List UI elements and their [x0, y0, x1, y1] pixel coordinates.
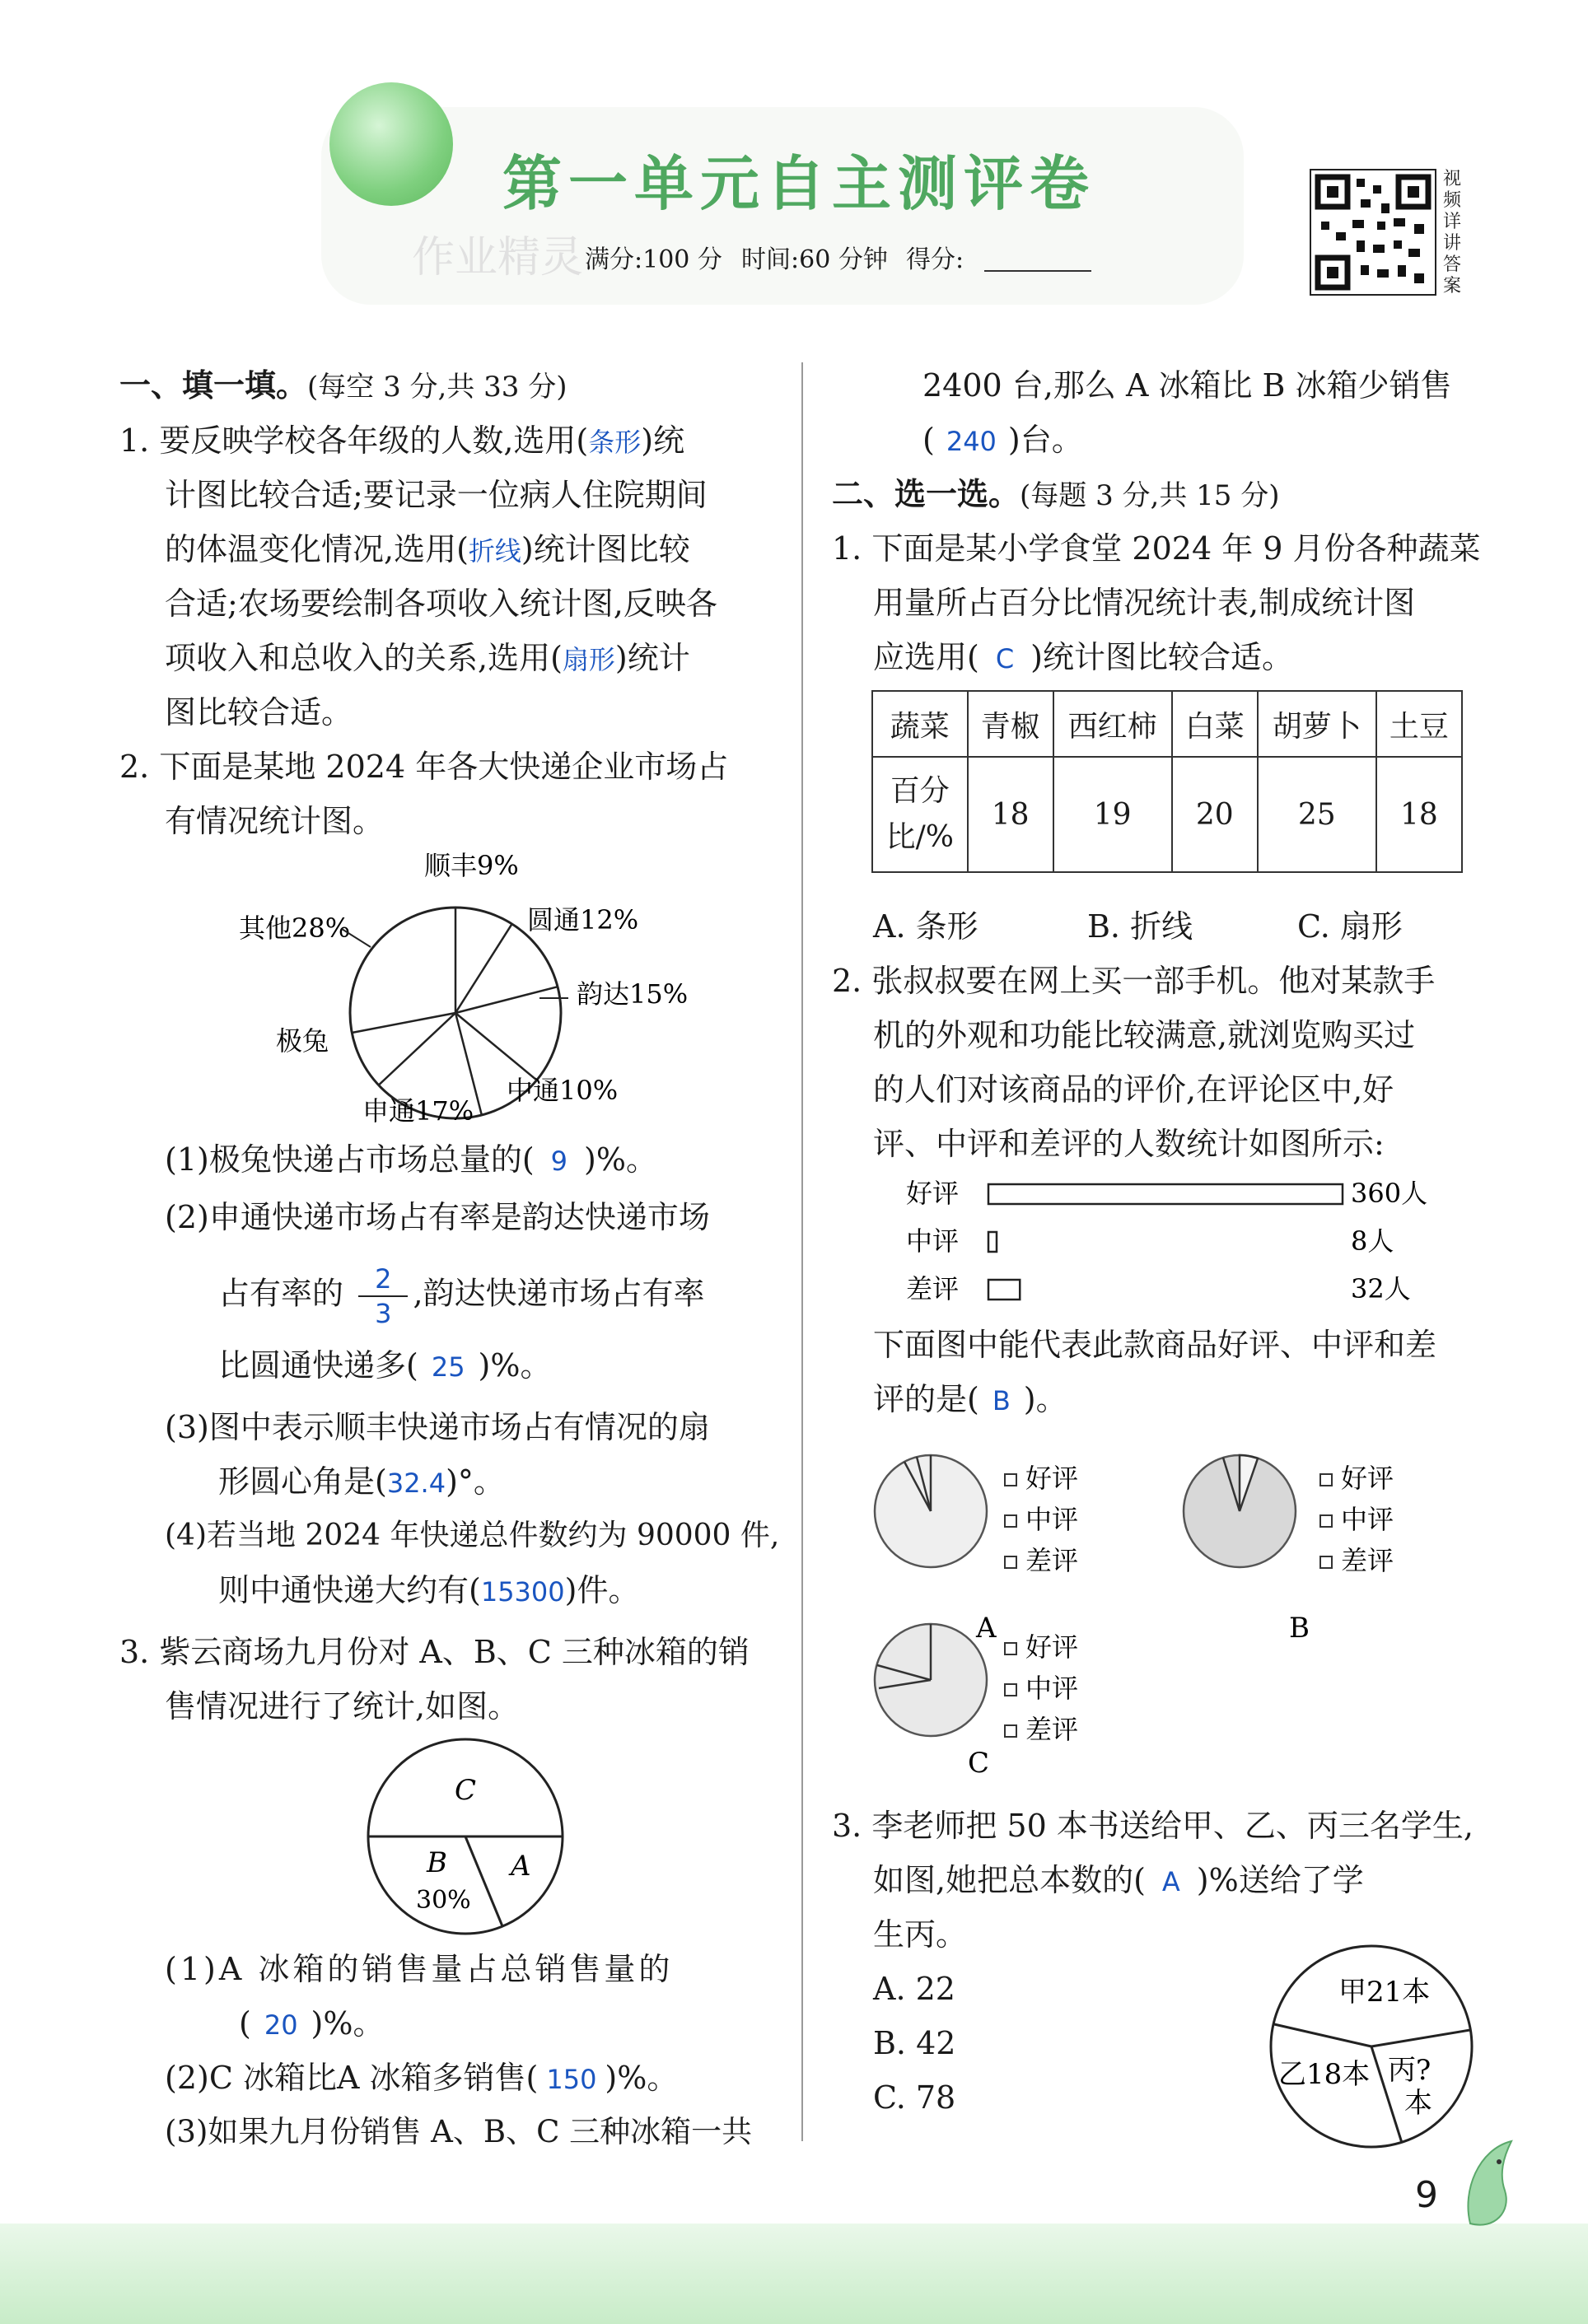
svg-text:B: B [1289, 1612, 1310, 1645]
s2q1-line3: 应选用( C )统计图比较合适。 [873, 639, 1293, 675]
fridge-label-a: A [511, 1850, 531, 1883]
time-limit: 时间:60 分钟 [741, 245, 888, 274]
s2q3-option-c[interactable]: C. 78 [873, 2079, 956, 2116]
q3-sub3: (3)如果九月份销售 A、B、C 三种冰箱一共 [165, 2114, 753, 2149]
q2-sub4-line1: (4)若当地 2024 年快递总件数约为 90000 件, [165, 1519, 780, 1552]
column-divider [801, 362, 803, 2141]
pie-label-yunda: 韵达15% [577, 978, 689, 1010]
s2q2-line4: 评、中评和差评的人数统计如图所示: [873, 1126, 1385, 1162]
section1-heading: 一、填一填。(每空 3 分,共 33 分) [119, 367, 567, 404]
vegetable-table [871, 690, 1463, 873]
pie-label-shentong: 中通10% [507, 1075, 619, 1106]
svg-text:差评: 差评 [1025, 1714, 1079, 1745]
q2-line1: 2. 下面是某地 2024 年各大快递企业市场占 [119, 749, 729, 785]
s2q1-option-c[interactable]: C. 扇形 [1297, 908, 1403, 945]
svg-text:好评: 好评 [1025, 1463, 1079, 1494]
table-cell: 18 [1376, 757, 1462, 872]
review-bar-count: 8人 [1351, 1225, 1394, 1257]
q3-sub1-line1: (1)A 冰箱的销售量占总销售量的 [165, 1951, 674, 1987]
s2q2-line1: 2. 张叔叔要在网上买一部手机。他对某款手 [832, 963, 1436, 999]
svg-text:差评: 差评 [1025, 1545, 1079, 1576]
fridge-label-b: B [427, 1846, 447, 1879]
q2-sub2-line3: 比圆通快递多( 25 )%。 [218, 1347, 552, 1384]
s2q1-option-b[interactable]: B. 折线 [1087, 908, 1193, 945]
q2-sub1: (1)极兔快递占市场总量的( 9 )%。 [165, 1141, 657, 1178]
footer-band [0, 2224, 1588, 2324]
choice-pie-b[interactable] [1184, 1455, 1310, 1645]
review-bar-label: 中评 [906, 1225, 960, 1257]
s2q2-line2: 机的外观和功能比较满意,就浏览购买过 [873, 1017, 1416, 1053]
fridge-pie-chart [362, 1734, 577, 1948]
table-header: 土豆 [1376, 691, 1462, 757]
choice-pie-a[interactable] [875, 1455, 997, 1645]
svg-text:好评: 好评 [1025, 1631, 1079, 1663]
s2q3-line2: 如图,她把总本数的( A )%送给了学 [873, 1862, 1364, 1898]
fraction-denominator: 3 [375, 1298, 392, 1329]
dolphin-icon [1454, 2133, 1528, 2240]
qr-caption: 视频详讲答案 [1443, 169, 1462, 296]
books-label-bing-unit: 本 [1404, 2087, 1432, 2120]
s2q2-after-line1: 下面图中能代表此款商品好评、中评和差 [873, 1327, 1437, 1363]
pie-label-zhongtong: 申通17% [362, 1095, 474, 1127]
q3-line2: 售情况进行了统计,如图。 [165, 1688, 520, 1724]
fridge-label-pct: 30% [416, 1886, 471, 1915]
table-header: 白菜 [1172, 691, 1258, 757]
svg-text:差评: 差评 [1341, 1545, 1394, 1576]
svg-text:好评: 好评 [1341, 1463, 1394, 1494]
score-blank [984, 270, 1091, 272]
q1-line5: 项收入和总收入的关系,选用(扇形)统计 [165, 640, 690, 676]
s2q3-option-b[interactable]: B. 42 [873, 2025, 956, 2061]
full-score: 满分:100 分 [585, 245, 722, 274]
table-cell: 18 [968, 757, 1053, 872]
svg-text:A: A [976, 1612, 997, 1645]
page-title: 第一单元自主测评卷 [502, 149, 1096, 218]
table-cell: 19 [1053, 757, 1172, 872]
s2q2-after-line2: 评的是( B )。 [873, 1381, 1067, 1417]
q2-sub4-line2: 则中通快递大约有(15300)件。 [218, 1572, 640, 1608]
svg-text:中评: 中评 [1025, 1673, 1079, 1704]
q1-line3: 的体温变化情况,选用(折线)统计图比较 [165, 531, 690, 567]
table-header: 胡萝卜 [1258, 691, 1376, 757]
s2q3-option-a[interactable]: A. 22 [873, 1971, 955, 2007]
svg-text:中评: 中评 [1025, 1504, 1079, 1535]
svg-text:中评: 中评 [1341, 1504, 1394, 1535]
q1-line4: 合适;农场要绘制各项收入统计图,反映各 [165, 586, 717, 622]
books-label-bing: 丙? [1388, 2054, 1432, 2087]
watermark: 作业精灵 [412, 233, 584, 282]
q3-cont-line1: 2400 台,那么 A 冰箱比 B 冰箱少销售 [922, 367, 1452, 404]
review-bar-count: 32人 [1351, 1273, 1411, 1304]
q3-sub2: (2)C 冰箱比A 冰箱多销售( 150 )%。 [165, 2060, 679, 2096]
review-bar-count: 360人 [1351, 1178, 1428, 1209]
score-label: 得分: [906, 245, 964, 274]
q3-cont-line2: ( 240 )台。 [922, 422, 1083, 458]
s2q3-line3: 生丙。 [873, 1916, 968, 1953]
review-bar [988, 1184, 1343, 1204]
pie-label-other: 其他28% [239, 912, 351, 944]
pie-label-jitu: 极兔 [276, 1025, 329, 1057]
table-cell: 20 [1172, 757, 1258, 872]
s2q2-line3: 的人们对该商品的评价,在评论区中,好 [873, 1071, 1394, 1108]
review-bar-label: 好评 [906, 1178, 960, 1209]
row-label: 百分 比/% [872, 757, 968, 872]
s2q1-line1: 1. 下面是某小学食堂 2024 年 9 月份各种蔬菜 [832, 530, 1481, 567]
s2q1-line2: 用量所占百分比情况统计表,制成统计图 [873, 585, 1416, 621]
q1-line1: 1. 要反映学校各年级的人数,选用(条形)统 [119, 422, 685, 459]
q2-line2: 有情况统计图。 [165, 803, 385, 839]
s2q3-line1: 3. 李老师把 50 本书送给甲、乙、丙三名学生, [832, 1808, 1474, 1844]
q1-line2: 计图比较合适;要记录一位病人住院期间 [165, 477, 708, 513]
choice-pie-c[interactable] [875, 1624, 989, 1779]
courier-pie-chart [214, 840, 725, 1153]
pie-label-yuantong: 圆通12% [527, 904, 639, 936]
q2-sub3-line2: 形圆心角是(32.4)°。 [218, 1463, 505, 1500]
table-cell: 25 [1258, 757, 1376, 872]
q3-line1: 3. 紫云商场九月份对 A、B、C 三种冰箱的销 [119, 1634, 750, 1670]
review-choice-pies [869, 1433, 1446, 1779]
q2-sub2-line2: 占有率的 $\frac{2}{3}$ ,韵达快递市场占有率 [218, 1263, 705, 1329]
s2q1-option-a[interactable]: A. 条形 [873, 908, 978, 945]
fridge-label-c: C [455, 1774, 477, 1807]
review-bars [906, 1178, 1427, 1304]
review-bar-label: 差评 [906, 1273, 960, 1304]
books-label-yi: 乙18本 [1278, 2058, 1371, 2091]
planet-icon [329, 82, 453, 206]
table-header: 蔬菜 [872, 691, 968, 757]
fraction-numerator: 2 [358, 1262, 408, 1297]
svg-text:C: C [968, 1747, 990, 1779]
qr-code-icon[interactable] [1310, 169, 1436, 296]
table-header: 青椒 [968, 691, 1053, 757]
page-number: 9 [1415, 2174, 1438, 2216]
review-bar [988, 1280, 1020, 1300]
books-label-jia: 甲21本 [1338, 1976, 1431, 2009]
review-bar [988, 1232, 997, 1252]
review-bar-chart [906, 1169, 1466, 1318]
q2-sub3-line1: (3)图中表示顺丰快递市场占有情况的扇 [165, 1409, 710, 1445]
books-pie-chart [1260, 1935, 1483, 2158]
pie-label-shunfeng: 顺丰9% [424, 850, 519, 881]
q3-sub1-line2: ( 20 )%。 [239, 2005, 385, 2042]
table-header: 西红柿 [1053, 691, 1172, 757]
q2-sub2-line1: (2)申通快递市场占有率是韵达快递市场 [165, 1199, 710, 1235]
q1-line6: 图比较合适。 [165, 694, 353, 730]
section2-heading: 二、选一选。(每题 3 分,共 15 分) [832, 476, 1280, 512]
